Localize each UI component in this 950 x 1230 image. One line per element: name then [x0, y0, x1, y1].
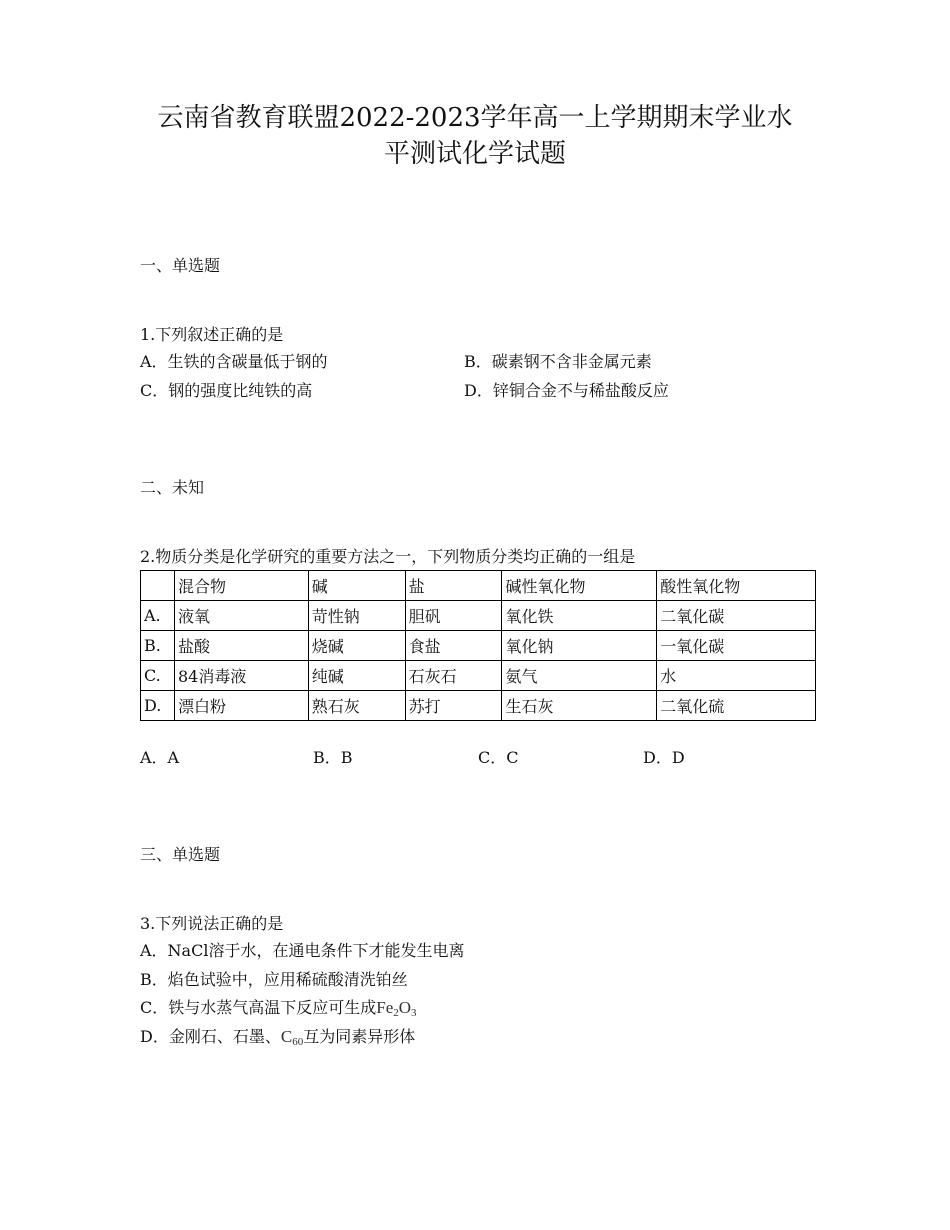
table-cell: 84消毒液 [174, 661, 308, 691]
table-row [141, 661, 816, 691]
question-2-option-b: B．B [313, 748, 353, 767]
table-cell: C. [141, 661, 175, 691]
question-3-option-c [140, 997, 417, 1024]
question-1-option-b: B．碳素钢不含非金属元素 [464, 352, 652, 371]
table-cell: B. [141, 631, 175, 661]
table-cell: A. [141, 601, 175, 631]
question-1-option-a: A．生铁的含碳量低于钢的 [140, 352, 328, 371]
table-cell: 石灰石 [405, 661, 502, 691]
table-cell: 胆矾 [405, 601, 502, 631]
section-heading-3: 三、单选题 [140, 845, 221, 864]
table-cell: 水 [657, 661, 816, 691]
question-2-option-d: D．D [643, 748, 685, 767]
table-cell: 漂白粉 [174, 691, 308, 721]
table-cell: 一氧化碳 [657, 631, 816, 661]
table-cell: 氧化铁 [502, 601, 657, 631]
question-3-option-a: A．NaCl溶于水，在通电条件下才能发生电离 [140, 941, 465, 960]
table-row [141, 691, 816, 721]
question-2-option-a: A．A [140, 748, 180, 767]
table-cell: D. [141, 691, 175, 721]
question-1-option-d: D．锌铜合金不与稀盐酸反应 [464, 381, 669, 400]
question-2-option-c: C．C [478, 748, 519, 767]
table-header-cell: 酸性氧化物 [657, 571, 816, 601]
title-line-2: 平测试化学试题 [383, 139, 566, 169]
document-title [120, 100, 830, 172]
table-header-row [141, 571, 816, 601]
table-cell: 氧化钠 [502, 631, 657, 661]
table-cell: 食盐 [405, 631, 502, 661]
table-cell: 苏打 [405, 691, 502, 721]
table-cell: 纯碱 [308, 661, 405, 691]
table-cell: 生石灰 [502, 691, 657, 721]
option-text: 互为同素异形体 [303, 1027, 416, 1046]
table-cell: 烧碱 [308, 631, 405, 661]
table-header-cell: 碱性氧化物 [502, 571, 657, 601]
table-cell: 盐酸 [174, 631, 308, 661]
question-2-stem: 2.物质分类是化学研究的重要方法之一，下列物质分类均正确的一组是 [140, 547, 636, 566]
question-3-stem: 3.下列说法正确的是 [140, 914, 284, 933]
table-cell: 熟石灰 [308, 691, 405, 721]
section-heading-2: 二、未知 [140, 478, 205, 497]
table-cell: 二氧化硫 [657, 691, 816, 721]
table-header-cell: 碱 [308, 571, 405, 601]
table-row [141, 601, 816, 631]
title-line-1: 云南省教育联盟2022-2023学年高一上学期期末学业水 [157, 103, 793, 133]
table-cell: 液氧 [174, 601, 308, 631]
c60-formula: $C_{60}$ [280, 1027, 304, 1048]
table-cell: 苛性钠 [308, 601, 405, 631]
table-row [141, 631, 816, 661]
question-3-option-d [140, 1026, 415, 1053]
table-header-cell [141, 571, 175, 601]
classification-table [140, 570, 816, 721]
table-cell: 氨气 [502, 661, 657, 691]
question-3-option-b: B．焰色试验中，应用稀硫酸清洗铂丝 [140, 970, 408, 989]
option-text: D．金刚石、石墨、 [140, 1027, 281, 1046]
table-header-cell: 盐 [405, 571, 502, 601]
section-heading-1: 一、单选题 [140, 256, 221, 275]
option-text: C．铁与水蒸气高温下反应可生成 [140, 998, 377, 1017]
question-1-stem: 1.下列叙述正确的是 [140, 325, 284, 344]
fe2o3-formula: $Fe_2O_3$ [376, 998, 417, 1019]
table-cell: 二氧化碳 [657, 601, 816, 631]
question-1-option-c: C．钢的强度比纯铁的高 [140, 381, 313, 400]
table-header-cell: 混合物 [174, 571, 308, 601]
